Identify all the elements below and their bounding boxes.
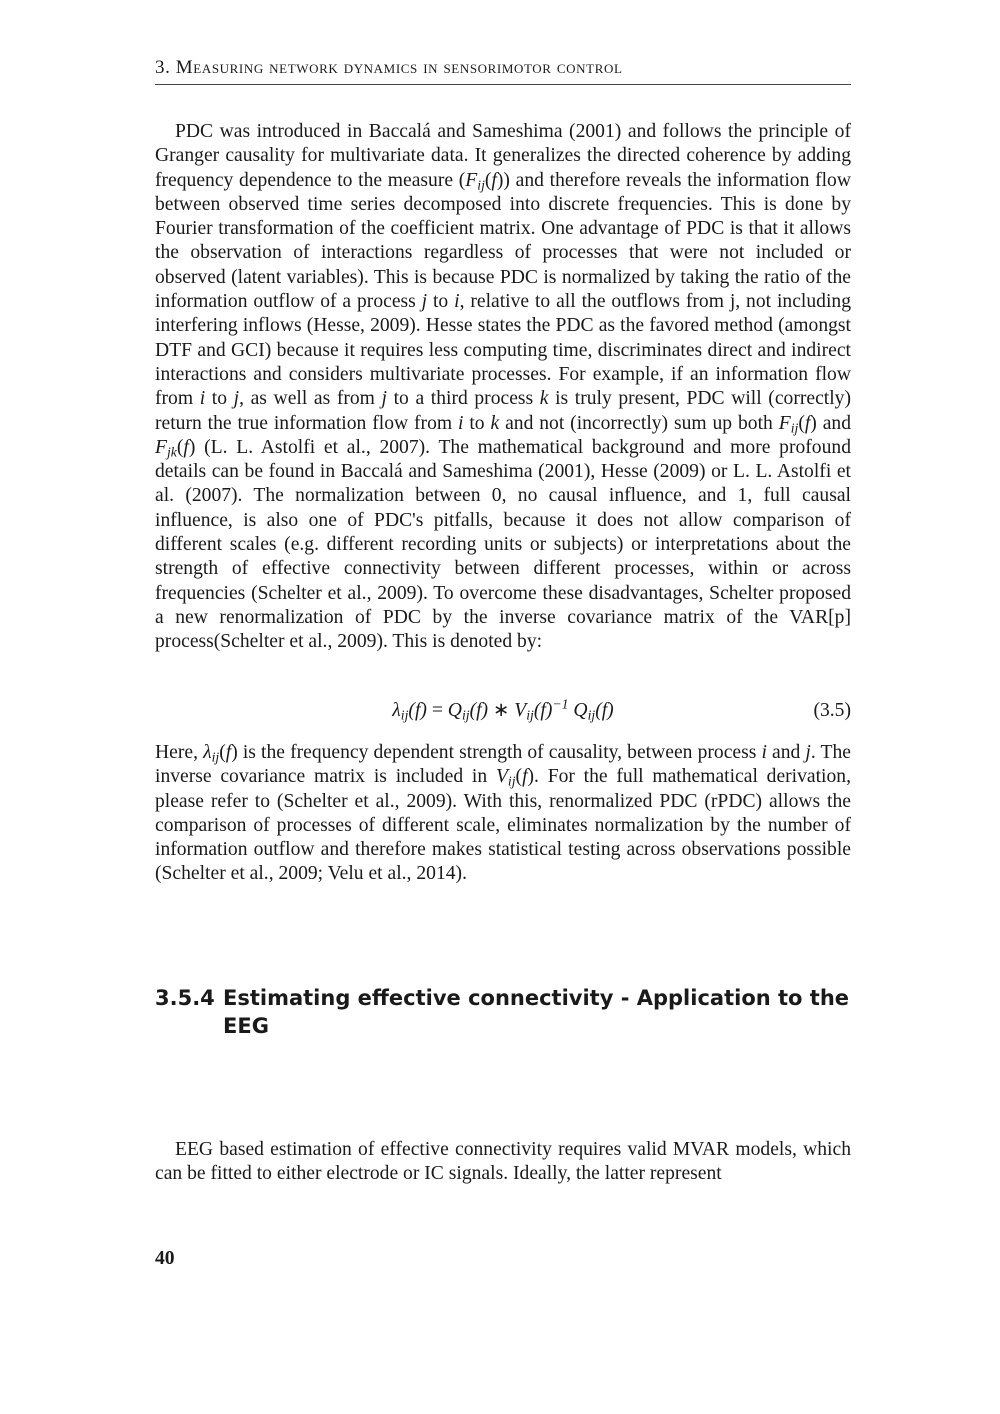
running-head: 3. Measuring network dynamics in sensorimotor control [155,55,851,85]
section-number: 3.5.4 [155,986,215,1010]
section-heading [155,984,851,1040]
equation-3-5 [155,697,851,725]
page-number: 40 [155,1248,175,1269]
paragraph-rpdc: Here, $\lambda_{ij}(f)$ is the frequency dependent strength of causality, between process i and j. The inverse covariance matrix is included in $V_{ij}(f)$. For the full mathematical derivation, please refer to (Schelter et al., 2009). With this, renormalized PDC (rPDC) allows the comparison of processes of different scale, eliminates normalization by the number of information outflow and therefore makes statistical testing across observations possible (Schelter et al., 2009; Velu et al., 2014). [155,742,851,885]
equation-number: (3.5) [813,700,851,721]
paragraph-pdc-intro: PDC was introduced in Baccalá and Sameshima (2001) and follows the principle of Granger causality for multivariate data. It generalizes the directed coherence by adding frequency dependence to the measure $(F_{ij}(f))$ and therefore reveals the information flow between observed time series decomposed into discrete frequencies. This is done by Fourier transformation of the coefficient matrix. One advantage of PDC is that it allows the observation of interactions regardless of processes that were not included or observed (latent variables). This is because PDC is normalized by taking the ratio of the information outflow of a process j to i, relative to all the outflows from j, not including interfering inflows (Hesse, 2009). Hesse states the PDC as the favored method (amongst DTF and GCI) because it requires less computing time, discriminates direct and indirect interactions and considers multivariate processes. For example, if an information flow from i to j, as well as from j to a third process k is truly present, PDC will (correctly) return the true information flow from i to k and not (incorrectly) sum up both $F_{ij}(f)$ and $F_{jk}(f)$ (L. L. Astolfi et al., 2007). The mathematical background and more profound details can be found in Baccalá and Sameshima (2001), Hesse (2009) or L. L. Astolfi et al. (2007). The normalization between 0, no causal influence, and 1, full causal influence, is also one of PDC's pitfalls, because it does not allow comparison of different scales (e.g. different recording units or subjects) or interpretations about the strength of effective connectivity between different processes, within or across frequencies (Schelter et al., 2009). To overcome these disadvantages, Schelter proposed a new renormalization of PDC by the inverse covariance matrix of the VAR[p] process(Schelter et al., 2009). This is denoted by: [155,121,851,653]
equation-formula: $\lambda_{ij}(f) = Q_{ij}(f)$ ∗ $V_{ij}(f)^{-1}$ $Q_{ij}(f)$ [392,696,614,723]
section-title: Estimating effective connectivity - Application to the EEG [223,986,850,1038]
paragraph-eeg-estimation: EEG based estimation of effective connectivity requires valid MVAR models, which can be fitted to either electrode or IC signals. Ideally, the latter represent [155,1139,851,1185]
